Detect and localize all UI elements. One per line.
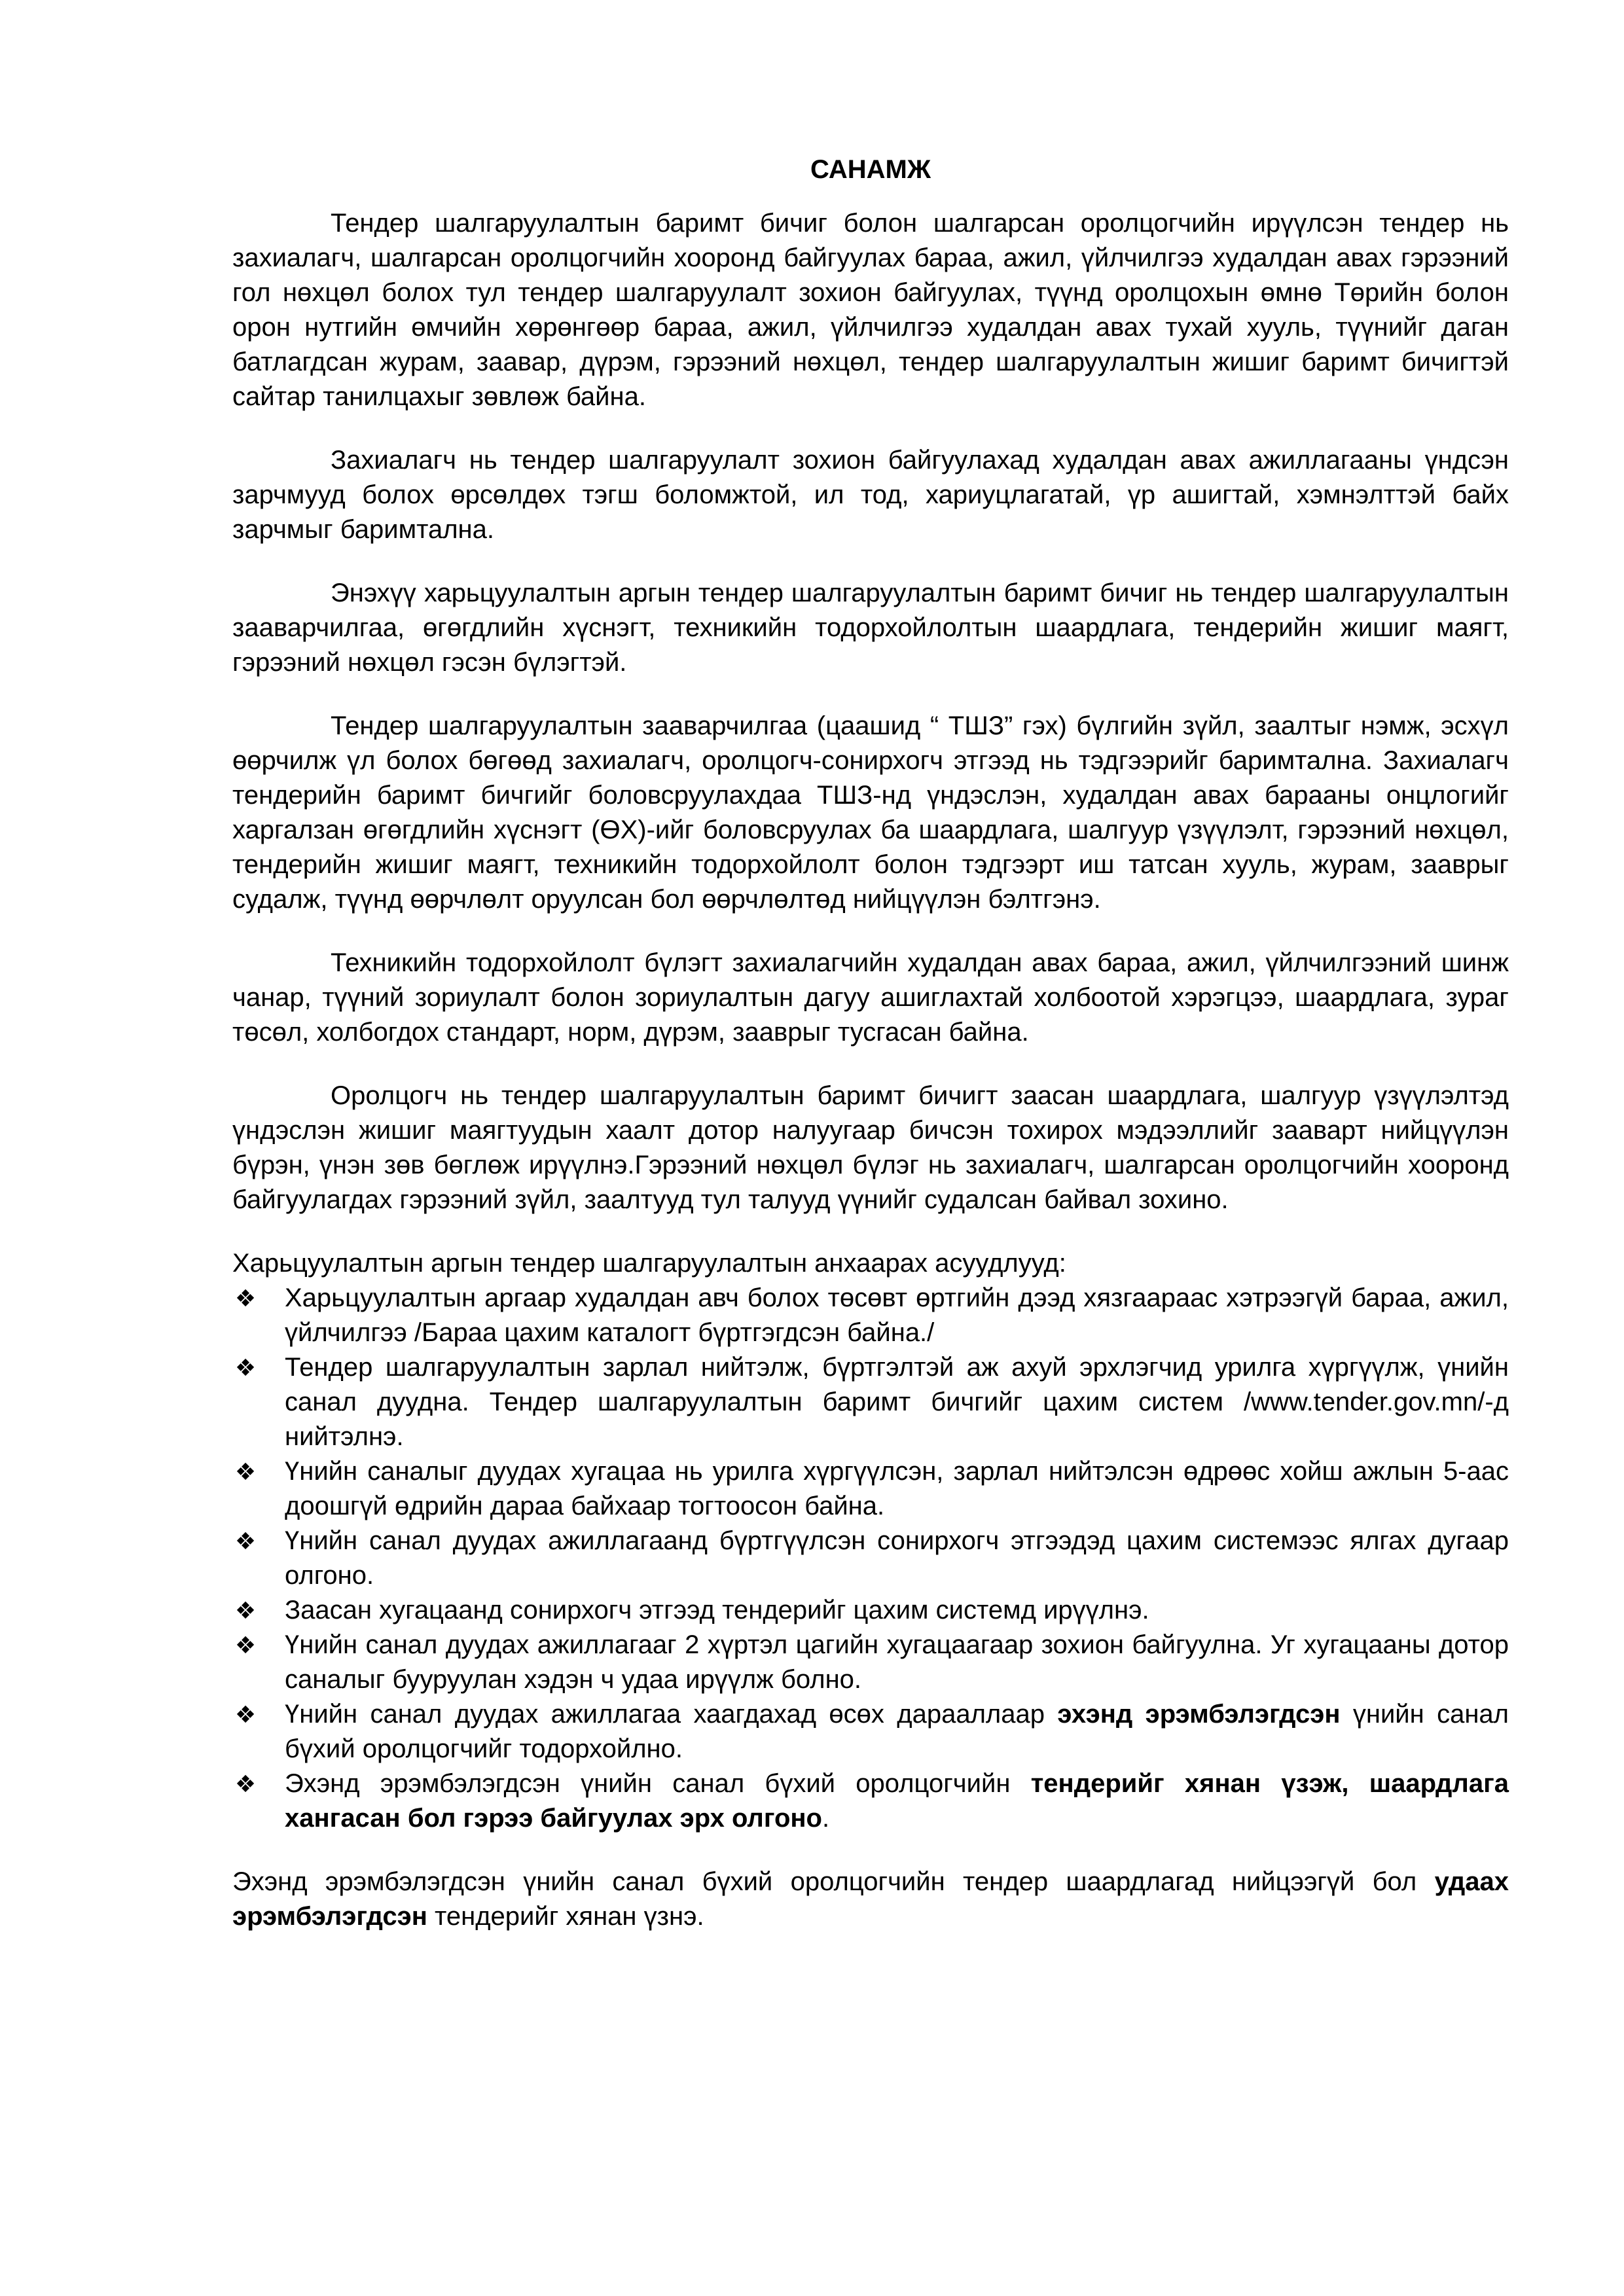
list-item-text: Заасан хугацаанд сонирхогч этгээд тендерийг цахим системд ирүүлнэ. xyxy=(285,1596,1149,1624)
bullets-intro: Харьцуулалтын аргын тендер шалгаруулалтын анхаарах асуудлууд: xyxy=(232,1249,1066,1278)
four-diamond-bullet-icon: ❖ xyxy=(234,1354,257,1381)
list-item-text: Харьцуулалтын аргаар худалдан авч болох төсөвт өртгийн дээд хязгаараас хэтрээгүй бараа, ажил, үйлчилгээ /Бараа цахим каталогт бүртгэгдсэн байна./ xyxy=(285,1283,1509,1347)
list-item-text: . xyxy=(821,1804,830,1833)
closing-bold-text: удаах эрэмбэлэгдсэн xyxy=(232,1867,1509,1931)
closing-text: Эхэнд эрэмбэлэгдсэн үнийн санал бүхий оролцогчийн тендер шаардлагад нийцээгүй бол xyxy=(232,1867,1435,1896)
four-diamond-bullet-icon: ❖ xyxy=(234,1285,257,1312)
list-item-text: Эхэнд эрэмбэлэгдсэн үнийн санал бүхий оролцогчийн xyxy=(285,1769,1031,1798)
closing-paragraph xyxy=(232,1865,1509,1934)
list-item-text: Үнийн саналыг дуудах хугацаа нь урилга хүргүүлсэн, зарлал нийтэлсэн өдрөөс хойш ажлын 5-аас доошгүй өдрийн дараа байхаар тогтоосон байна. xyxy=(285,1457,1509,1520)
list-item xyxy=(232,1281,1509,1350)
four-diamond-bullet-icon: ❖ xyxy=(234,1458,257,1485)
paragraph-2: Захиалагч нь тендер шалгаруулалт зохион байгуулахад худалдан авах ажиллагааны үндсэн зарчмууд болох өрсөлдөх тэгш боломжтой, ил тод, хариуцлагатай, үр ашигтай, хэмнэлттэй байх зарчмыг баримтална. xyxy=(232,446,1509,544)
list-item-text: Тендер шалгаруулалтын зарлал нийтэлж, бүртгэлтэй аж ахуй эрхлэгчид урилга хүргүүлж, үнийн санал дуудна. Тендер шалгаруулалтын баримт бичгийг цахим систем /www.tender.gov.mn/-д нийтэлнэ. xyxy=(285,1353,1509,1451)
list-item xyxy=(232,1697,1509,1767)
list-item-bold-text: тендерийг хянан үзэж, шаардлага хангасан бол гэрээ байгуулах эрх олгоно xyxy=(285,1769,1509,1833)
bullet-list xyxy=(232,1281,1509,1836)
four-diamond-bullet-icon: ❖ xyxy=(234,1597,257,1624)
list-item xyxy=(232,1628,1509,1697)
four-diamond-bullet-icon: ❖ xyxy=(234,1770,257,1797)
list-item xyxy=(232,1767,1509,1836)
paragraph-3: Энэхүү харьцуулалтын аргын тендер шалгаруулалтын баримт бичиг нь тендер шалгаруулалтын зааварчилгаа, өгөгдлийн хүснэгт, техникийн тодорхойлолтын шаардлага, тендерийн жишиг маягт, гэрээний нөхцөл гэсэн бүлэгтэй. xyxy=(232,579,1509,677)
document-page xyxy=(232,152,1509,1934)
four-diamond-bullet-icon: ❖ xyxy=(234,1632,257,1659)
closing-text: тендерийг хянан үзнэ. xyxy=(427,1902,704,1931)
list-item-text: үнийн санал бүхий оролцогчийг тодорхойлно. xyxy=(285,1700,1509,1763)
list-item-text: Үнийн санал дуудах ажиллагаа хаагдахад өсөх дарааллаар xyxy=(285,1700,1058,1729)
paragraph-6: Оролцогч нь тендер шалгаруулалтын баримт бичигт заасан шаардлага, шалгуур үзүүлэлтэд үндэслэн жишиг маягтуудын хаалт дотор налуугаар бичсэн тохирох мэдээллийг зааварт нийцүүлэн бүрэн, үнэн зөв бөглөж ирүүлнэ.Гэрээний нөхцөл бүлэг нь захиалагч, шалгарсан оролцогчийн хооронд байгуулагдах гэрээний зүйл, заалтууд тул талууд үүнийг судалсан байвал зохино. xyxy=(232,1081,1509,1214)
paragraph-5: Техникийн тодорхойлолт бүлэгт захиалагчийн худалдан авах бараа, ажил, үйлчилгээний шинж чанар, түүний зориулалт болон зориулалтын дагуу ашиглахтай холбоотой хэрэгцээ, шаардлага, зураг төсөл, холбогдох стандарт, норм, дүрэм, зааврыг тусгасан байна. xyxy=(232,948,1509,1047)
list-item-text: Үнийн санал дуудах ажиллагааг 2 хүртэл цагийн хугацаагаар зохион байгуулна. Уг хугацааны дотор саналыг бууруулан хэдэн ч удаа ирүүлж болно. xyxy=(285,1630,1509,1694)
list-item xyxy=(232,1350,1509,1454)
four-diamond-bullet-icon: ❖ xyxy=(234,1701,257,1728)
list-item xyxy=(232,1524,1509,1593)
paragraph-4: Тендер шалгаруулалтын зааварчилгаа (цаашид “ ТШЗ” гэх) бүлгийн зүйл, заалтыг нэмж, эсхүл өөрчилж үл болох бөгөөд захиалагч, оролцогч-сонирхогч этгээд нь тэдгээрийг баримтална. Захиалагч тендерийн баримт бичгийг боловсруулахдаа ТШЗ-нд үндэслэн, худалдан авах барааны онцлогийг харгалзан өгөгдлийн хүснэгт (ӨХ)-ийг боловсруулах ба шаардлага, шалгуур үзүүлэлт, гэрээний нөхцөл, тендерийн жишиг маягт, техникийн тодорхойлолт болон тэдгээрт иш татсан хууль, журам, зааврыг судалж, түүнд өөрчлөлт оруулсан бол өөрчлөлтөд нийцүүлэн бэлтгэнэ. xyxy=(232,711,1509,914)
paragraph-1: Тендер шалгаруулалтын баримт бичиг болон шалгарсан оролцогчийн ирүүлсэн тендер нь захиалагч, шалгарсан оролцогчийн хооронд байгуулах бараа, ажил, үйлчилгээ худалдан авах гэрээний гол нөхцөл болох тул тендер шалгаруулалт зохион байгуулах, түүнд оролцохын өмнө Төрийн болон орон нутгийн өмчийн хөрөнгөөр бараа, ажил, үйлчилгээ худалдан авах тухай хууль, түүнийг даган батлагдсан журам, заавар, дүрэм, гэрээний нөхцөл, тендер шалгаруулалтын жишиг баримт бичигтэй сайтар танилцахыг зөвлөж байна. xyxy=(232,209,1509,411)
list-item-text: Үнийн санал дуудах ажиллагаанд бүртгүүлсэн сонирхогч этгээдэд цахим системээс ялгах дугаар олгоно. xyxy=(285,1526,1509,1590)
list-item xyxy=(232,1593,1509,1628)
list-item xyxy=(232,1454,1509,1524)
list-item-bold-text: эхэнд эрэмбэлэгдсэн xyxy=(1057,1700,1341,1729)
page-title: САНАМЖ xyxy=(810,155,931,184)
four-diamond-bullet-icon: ❖ xyxy=(234,1528,257,1554)
